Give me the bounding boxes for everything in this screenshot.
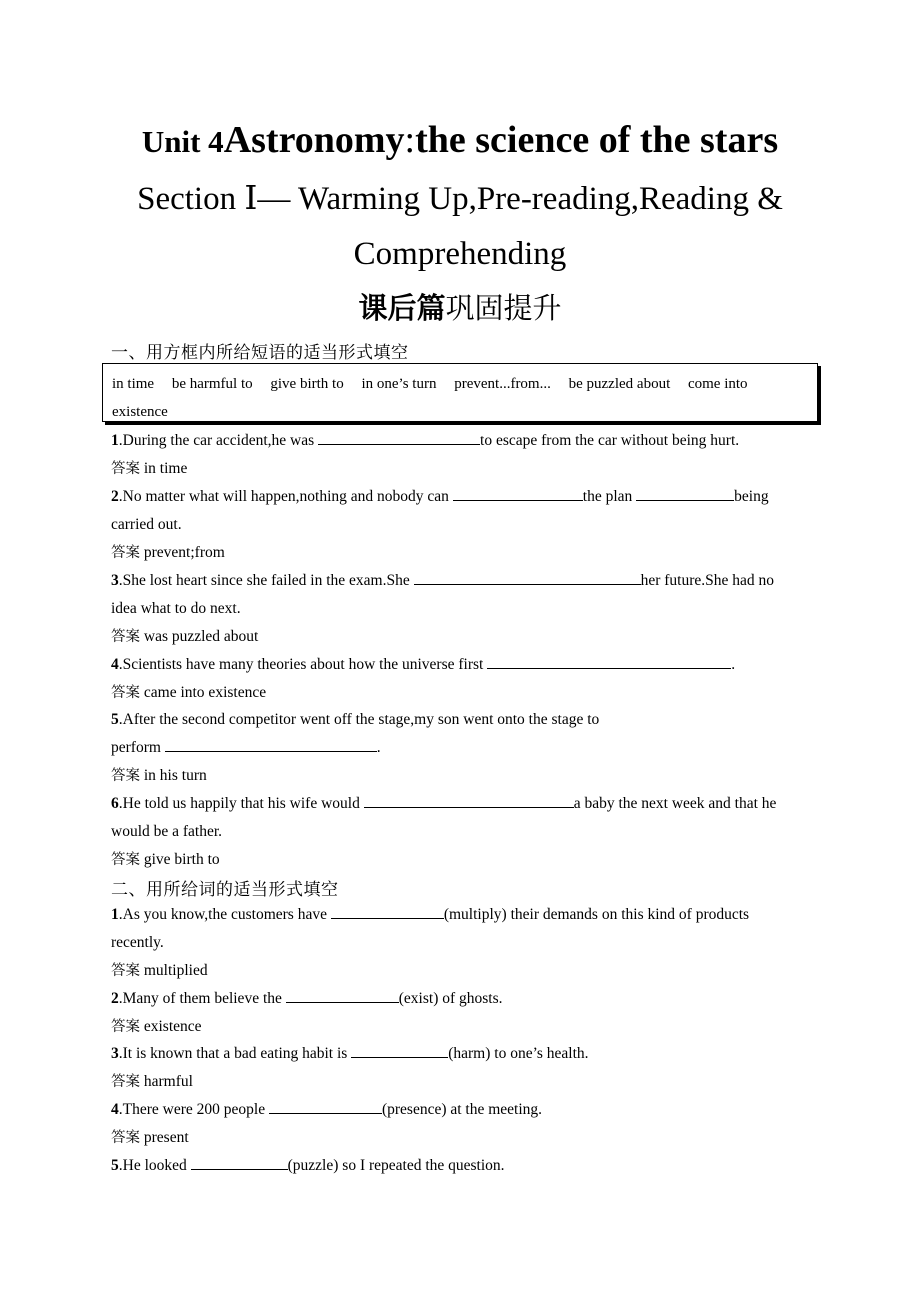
answer-text: present [143,1129,189,1146]
answer-label: 答案 [111,461,140,477]
question-number: 5 [111,1157,119,1174]
question-text: .As you know,the customers have [118,906,331,923]
question-text: .He looked [118,1157,191,1174]
part2-question-1 [111,901,749,929]
question-text: .Scientists have many theories about how the universe first [118,656,488,673]
question-text: (puzzle) so I repeated the question. [287,1157,505,1174]
answer-6 [111,846,220,874]
part2-question-4 [111,1096,542,1124]
unit-title [0,118,920,162]
answer-text: came into existence [143,684,267,701]
question-text: .She lost heart since she failed in the exam.She [118,572,414,589]
answer-label: 答案 [111,768,140,784]
question-text: to escape from the car without being hurt. [480,432,740,449]
answer-label: 答案 [111,685,140,701]
phrase-box [102,363,818,422]
answer-2 [111,539,225,567]
question-6 [111,790,776,818]
unit-subtitle: the science of the stars [415,119,779,161]
question-3-cont: idea what to do next. [111,600,241,617]
question-text: .It is known that a bad eating habit is [118,1045,352,1062]
question-number: 2 [111,488,119,505]
question-text: .He told us happily that his wife would [118,795,364,812]
phrase: prevent...from... [454,376,551,392]
answer-3 [111,623,258,651]
question-6-cont: would be a father. [111,823,223,840]
question-number: 1 [111,906,119,923]
answer-blank[interactable] [453,486,583,501]
part2-question-3 [111,1040,589,1068]
question-text: perform [111,739,165,756]
question-text: .There were 200 people [118,1101,269,1118]
answer-label: 答案 [111,629,140,645]
phrase: give birth to [270,376,344,392]
answer-text: prevent;from [143,544,225,561]
question-number: 6 [111,795,119,812]
answer-5 [111,762,207,790]
practice-title [0,286,920,327]
question-text: being [734,488,769,505]
question-text: .After the second competitor went off the stage,my son went onto the stage to [118,711,600,728]
part2-question-5 [111,1152,505,1180]
question-2-cont: carried out. [111,516,182,533]
question-5-cont [111,734,381,762]
part2-answer-4 [111,1124,189,1152]
question-text: a baby the next week and that he [573,795,777,812]
question-number: 5 [111,711,119,728]
question-text: (harm) to one’s health. [448,1045,589,1062]
question-text: . [376,739,381,756]
answer-label: 答案 [111,545,140,561]
question-3 [111,567,774,595]
part1-heading: 一、用方框内所给短语的适当形式填空 [111,343,409,363]
part2-question-2 [111,985,503,1013]
phrase: be harmful to [171,376,253,392]
answer-text: in time [143,460,188,477]
question-number: 3 [111,1045,119,1062]
question-text: .Many of them believe the [118,990,286,1007]
practice-title-bold: 课后篇 [358,291,446,325]
answer-4 [111,679,266,707]
answer-text: harmful [143,1073,193,1090]
question-text: .No matter what will happen,nothing and nobody can [118,488,453,505]
answer-blank[interactable] [191,1155,288,1170]
question-text: the plan [582,488,637,505]
answer-text: give birth to [143,851,220,868]
part2-answer-2 [111,1013,202,1041]
practice-title-regular: 巩固提升 [445,291,562,325]
phrase: be puzzled about [568,376,671,392]
answer-1 [111,455,187,483]
question-text: (multiply) their demands on this kind of products [443,906,750,923]
answer-blank[interactable] [364,793,574,808]
answer-blank[interactable] [487,654,731,669]
answer-label: 答案 [111,963,140,979]
answer-label: 答案 [111,852,140,868]
part2-answer-3 [111,1068,193,1096]
question-number: 2 [111,990,119,1007]
answer-blank[interactable] [414,570,641,585]
answer-blank[interactable] [636,486,734,501]
answer-blank[interactable] [318,430,480,445]
answer-text: existence [143,1018,202,1035]
question-text: . [731,656,736,673]
part2-answer-1 [111,957,208,985]
section-title: Section Ⅰ— Warming Up,Pre-reading,Reading & Comprehending [137,181,783,272]
answer-blank[interactable] [165,737,377,752]
part2-question-1-cont: recently. [111,934,164,951]
question-text: (exist) of ghosts. [398,990,503,1007]
answer-blank[interactable] [351,1043,448,1058]
question-1 [111,427,739,455]
answer-text: in his turn [143,767,207,784]
answer-text: multiplied [143,962,208,979]
question-number: 3 [111,572,119,589]
unit-topic: Astronomy [223,119,405,161]
question-number: 1 [111,432,119,449]
phrase: in one’s turn [361,376,437,392]
question-4 [111,651,735,679]
answer-label: 答案 [111,1130,140,1146]
phrase: in time [112,376,155,392]
question-number: 4 [111,1101,119,1118]
question-text: (presence) at the meeting. [381,1101,543,1118]
question-text: .During the car accident,he was [118,432,319,449]
question-number: 4 [111,656,119,673]
phrase-list [112,370,809,426]
phrase: come into existence [112,376,748,420]
unit-label: Unit 4 [141,124,224,159]
question-2 [111,483,769,511]
answer-text: was puzzled about [143,628,259,645]
answer-label: 答案 [111,1019,140,1035]
question-5 [111,706,599,734]
title-colon: : [404,119,416,161]
answer-label: 答案 [111,1074,140,1090]
answer-blank[interactable] [269,1099,382,1114]
question-text: her future.She had no [640,572,775,589]
part2-heading: 二、用所给词的适当形式填空 [111,880,339,900]
answer-blank[interactable] [286,988,399,1003]
answer-blank[interactable] [331,904,444,919]
